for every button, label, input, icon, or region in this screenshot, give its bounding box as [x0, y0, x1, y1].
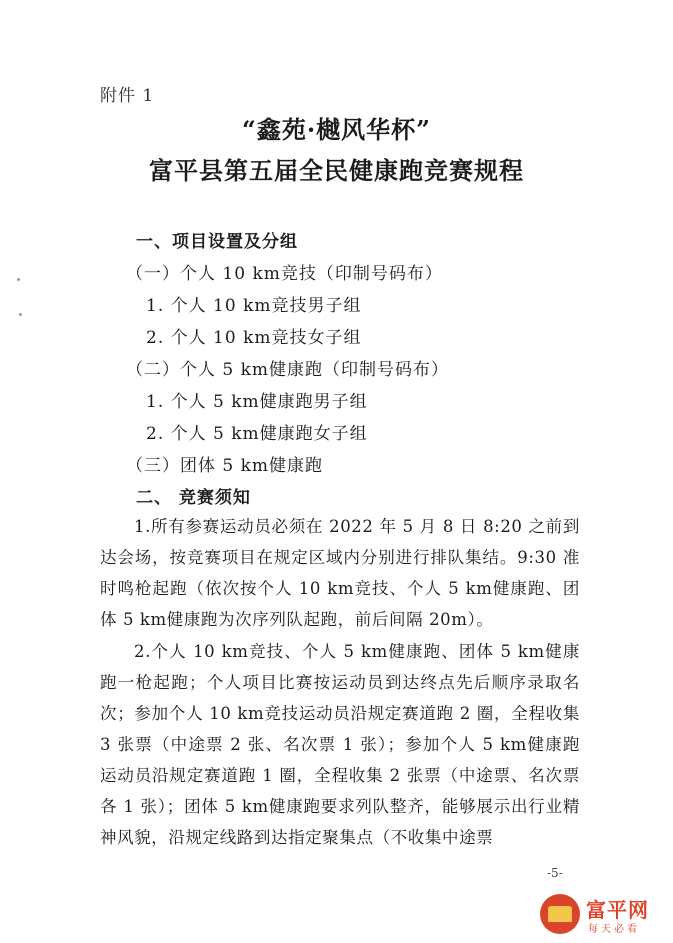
site-watermark — [540, 892, 670, 938]
paragraph-2-text: 2.个人 10 km竞技、个人 5 km健康跑、团体 5 km健康跑一枪起跑；个人项目比赛按运动员到达终点先后顺序录取名次；参加个人 10 km竞技运动员沿规定赛道跑 2 圈，全程收集 3 张票（中途票 2 张、名次票 1 张）；参加个人 5 km健康跑运动员沿规定赛道跑 1 圈，全程收集 2 张票（中途票、名次票各 1 张）；团体 5 km健康跑要求列队整齐，能够展示出行业精神风貌，沿规定线路到达指定聚集点（不收集中途票 — [100, 642, 580, 847]
section1-sub2-item2: 2. 个人 5 km健康跑女子组 — [146, 424, 368, 444]
title-line-1: “鑫苑·樾风华杯” — [242, 115, 431, 144]
watermark-logo-icon — [540, 894, 580, 934]
section1-sub2-item1: 1. 个人 5 km健康跑男子组 — [146, 392, 368, 412]
section1-sub1-item1: 1. 个人 10 km竞技男子组 — [146, 296, 362, 316]
section1-sub2: （二）个人 5 km健康跑（印制号码布） — [126, 360, 450, 380]
section1-sub1: （一）个人 10 km竞技（印制号码布） — [126, 264, 443, 284]
watermark-slogan: 每天必看 — [588, 924, 640, 935]
scan-speck — [17, 278, 20, 281]
section1-heading: 一、项目设置及分组 — [136, 232, 298, 252]
section2-paragraph-1 — [100, 511, 580, 635]
section2-paragraph-2 — [100, 636, 580, 853]
watermark-site-name: 富平网 — [586, 898, 649, 922]
attachment-label: 附件 1 — [100, 86, 155, 106]
page-number: -5- — [547, 866, 563, 880]
section1-sub1-item2: 2. 个人 10 km竞技女子组 — [146, 328, 362, 348]
scan-speck — [19, 313, 22, 316]
paragraph-1-text: 1.所有参赛运动员必须在 2022 年 5 月 8 日 8:20 之前到达会场，按竞赛项目在规定区域内分别进行排队集结。9:30 准时鸣枪起跑（依次按个人 10 km竞技、个人 5 km健康跑、团体 5 km健康跑为次序列队起跑，前后间隔 20m）。 — [100, 517, 580, 629]
section2-heading: 二、 竞赛须知 — [136, 488, 251, 508]
title-line-2: 富平县第五届全民健康跑竞赛规程 — [149, 156, 524, 185]
section1-sub3: （三）团体 5 km健康跑 — [126, 456, 324, 476]
